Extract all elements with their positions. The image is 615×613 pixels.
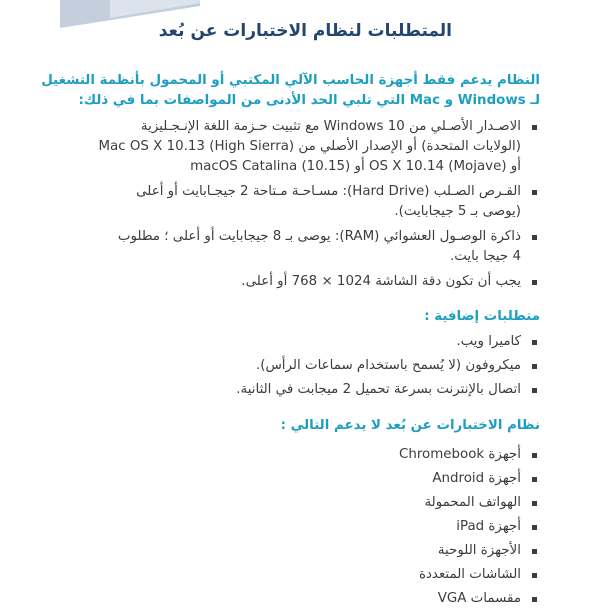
list-item [82, 332, 540, 352]
list-item [82, 565, 540, 585]
list-item-line: الاصـدار الأصـلي من Windows 10 مع تثبيت حـزمة اللغة الإنـجـليزية [140, 119, 521, 134]
list-item [82, 182, 540, 222]
list-item [82, 356, 540, 376]
intro-line: النظام يدعم فقط أجهزة الحاسب الآلي المكتبي أو المحمول بأنظمة التشغيل [41, 73, 540, 88]
bullet-icon [532, 364, 537, 369]
list-item-line: أجهزة iPad [456, 519, 521, 534]
list-item-line: كاميرا ويب. [456, 334, 521, 349]
requirements-document [41, 0, 540, 610]
list-item-line: أجهزة Chromebook [398, 447, 521, 462]
additional-requirements-heading: متطلبات إضافية : [424, 309, 540, 324]
list-item-line: (يوصى بـ 5 جيجابايت). [394, 204, 521, 219]
bullet-icon [532, 388, 537, 393]
list-item-line: أو OS X 10.14 (Mojave) أو macOS Catalina (10.15) [190, 159, 521, 174]
bullet-icon [532, 477, 537, 482]
bullet-icon [532, 340, 537, 345]
list-item [82, 541, 540, 561]
bullet-icon [532, 190, 537, 195]
list-item-line: مقسمات VGA [437, 591, 521, 606]
system-requirements-list [82, 117, 540, 297]
list-item-line: الهواتف المحمولة [424, 495, 521, 510]
unsupported-list [82, 445, 540, 613]
intro-paragraph [41, 71, 540, 111]
list-item [82, 469, 540, 489]
additional-requirements-list [82, 332, 540, 404]
list-item-line: أجهزة Android [432, 471, 521, 486]
list-item-line: الأجهزة اللوحية [437, 543, 521, 558]
list-item-line: (الولايات المتحدة) أو الإصدار الأصلي من (High Sierra) Mac OS X 10.13 [98, 139, 521, 154]
list-item [82, 380, 540, 400]
list-item-line: الشاشات المتعددة [418, 567, 521, 582]
bullet-icon [532, 549, 537, 554]
list-item-line: ميكروفون (لا يُسمح باستخدام سماعات الرأس). [255, 358, 521, 373]
intro-line: لـ Windows و Mac التي تلبي الحد الأدنى من المواصفات بما في ذلك: [78, 93, 540, 108]
list-item-line: القـرص الصـلب (Hard Drive): مسـاحـة مـتاحة 2 جيجـابايت أو أعلى [136, 184, 521, 199]
bullet-icon [532, 235, 537, 240]
list-item [82, 227, 540, 267]
list-item [82, 589, 540, 609]
unsupported-heading: نظام الاختبارات عن بُعد لا يدعم التالي : [280, 418, 540, 433]
bullet-icon [532, 573, 537, 578]
bullet-icon [532, 453, 537, 458]
bullet-icon [532, 280, 537, 285]
list-item [82, 445, 540, 465]
list-item-line: 4 جيجا بايت. [449, 249, 521, 264]
bullet-icon [532, 501, 537, 506]
list-item [82, 517, 540, 537]
list-item-line: يجب أن تكون دقة الشاشة 1024 × 768 أو أعلى. [241, 274, 521, 289]
list-item [82, 493, 540, 513]
list-item [82, 272, 540, 292]
bullet-icon [532, 597, 537, 602]
page-title: المتطلبات لنظام الاختبارات عن بُعد [158, 21, 452, 41]
list-item [82, 117, 540, 177]
list-item-line: اتصال بالإنترنت بسرعة تحميل 2 ميجابت في الثانية. [236, 382, 521, 397]
bullet-icon [532, 525, 537, 530]
bullet-icon [532, 125, 537, 130]
list-item-line: ذاكرة الوصـول العشوائي (RAM): يوصى بـ 8 جيجابايت أو أعلى ؛ مطلوب [117, 229, 521, 244]
